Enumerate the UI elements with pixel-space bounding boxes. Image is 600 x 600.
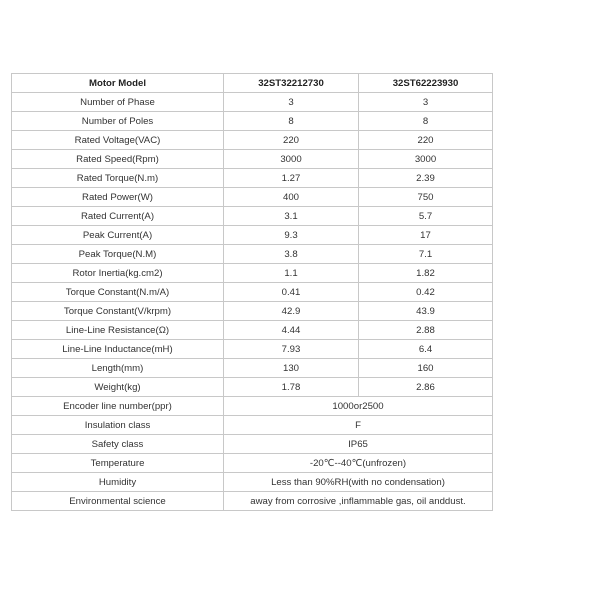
row-value-shared: IP65 <box>224 435 493 454</box>
table-row <box>12 492 493 511</box>
row-value: 5.7 <box>359 207 493 226</box>
row-value: 6.4 <box>359 340 493 359</box>
table-row <box>12 131 493 150</box>
table-row <box>12 340 493 359</box>
row-label: Number of Phase <box>12 93 224 112</box>
header-model-1: 32ST32212730 <box>224 74 359 93</box>
row-value: 1.82 <box>359 264 493 283</box>
row-value: 160 <box>359 359 493 378</box>
row-value: 42.9 <box>224 302 359 321</box>
row-value-shared: away from corrosive ,inflammable gas, oil anddust. <box>224 492 493 511</box>
row-label: Safety class <box>12 435 224 454</box>
row-label: Humidity <box>12 473 224 492</box>
row-value: 8 <box>224 112 359 131</box>
table-body <box>12 93 493 511</box>
table-row <box>12 378 493 397</box>
table-row <box>12 245 493 264</box>
row-label: Number of Poles <box>12 112 224 131</box>
table-row <box>12 150 493 169</box>
row-label: Peak Current(A) <box>12 226 224 245</box>
row-value: 7.93 <box>224 340 359 359</box>
table-row <box>12 321 493 340</box>
row-value: 9.3 <box>224 226 359 245</box>
table-row <box>12 302 493 321</box>
row-label: Rated Torque(N.m) <box>12 169 224 188</box>
row-value: 1.78 <box>224 378 359 397</box>
row-label: Environmental science <box>12 492 224 511</box>
row-value: 220 <box>224 131 359 150</box>
table-row <box>12 473 493 492</box>
header-motor-model: Motor Model <box>12 74 224 93</box>
row-label: Rated Current(A) <box>12 207 224 226</box>
motor-spec-table <box>11 73 493 511</box>
row-value: 750 <box>359 188 493 207</box>
row-label: Rated Voltage(VAC) <box>12 131 224 150</box>
row-value: 3.1 <box>224 207 359 226</box>
table-row <box>12 454 493 473</box>
row-value: 3 <box>224 93 359 112</box>
row-value: 4.44 <box>224 321 359 340</box>
row-value: 7.1 <box>359 245 493 264</box>
row-label: Rated Speed(Rpm) <box>12 150 224 169</box>
row-value: 1.1 <box>224 264 359 283</box>
row-value: 3.8 <box>224 245 359 264</box>
table-row <box>12 435 493 454</box>
table-row <box>12 283 493 302</box>
row-value: 400 <box>224 188 359 207</box>
table-row <box>12 226 493 245</box>
row-value: 43.9 <box>359 302 493 321</box>
table-row <box>12 264 493 283</box>
row-value: 1.27 <box>224 169 359 188</box>
header-model-2: 32ST62223930 <box>359 74 493 93</box>
row-label: Line-Line Inductance(mH) <box>12 340 224 359</box>
row-label: Encoder line number(ppr) <box>12 397 224 416</box>
row-label: Weight(kg) <box>12 378 224 397</box>
row-value-shared: -20℃--40℃(unfrozen) <box>224 454 493 473</box>
row-label: Torque Constant(N.m/A) <box>12 283 224 302</box>
row-value: 130 <box>224 359 359 378</box>
row-value: 3 <box>359 93 493 112</box>
row-label: Line-Line Resistance(Ω) <box>12 321 224 340</box>
table-row <box>12 112 493 131</box>
row-label: Torque Constant(V/krpm) <box>12 302 224 321</box>
table-row <box>12 359 493 378</box>
row-value: 0.42 <box>359 283 493 302</box>
row-label: Length(mm) <box>12 359 224 378</box>
row-value: 2.86 <box>359 378 493 397</box>
table-row <box>12 188 493 207</box>
row-value: 0.41 <box>224 283 359 302</box>
row-value: 17 <box>359 226 493 245</box>
table-row <box>12 93 493 112</box>
table-row <box>12 169 493 188</box>
row-value: 8 <box>359 112 493 131</box>
row-value: 3000 <box>359 150 493 169</box>
row-value: 2.39 <box>359 169 493 188</box>
row-value-shared: F <box>224 416 493 435</box>
row-value: 220 <box>359 131 493 150</box>
table-header-row <box>12 74 493 93</box>
table-row <box>12 416 493 435</box>
row-label: Insulation class <box>12 416 224 435</box>
row-label: Rated Power(W) <box>12 188 224 207</box>
table-row <box>12 207 493 226</box>
row-value-shared: 1000or2500 <box>224 397 493 416</box>
row-value: 2.88 <box>359 321 493 340</box>
table-row <box>12 397 493 416</box>
row-label: Rotor Inertia(kg.cm2) <box>12 264 224 283</box>
row-value: 3000 <box>224 150 359 169</box>
row-label: Temperature <box>12 454 224 473</box>
row-label: Peak Torque(N.M) <box>12 245 224 264</box>
row-value-shared: Less than 90%RH(with no condensation) <box>224 473 493 492</box>
